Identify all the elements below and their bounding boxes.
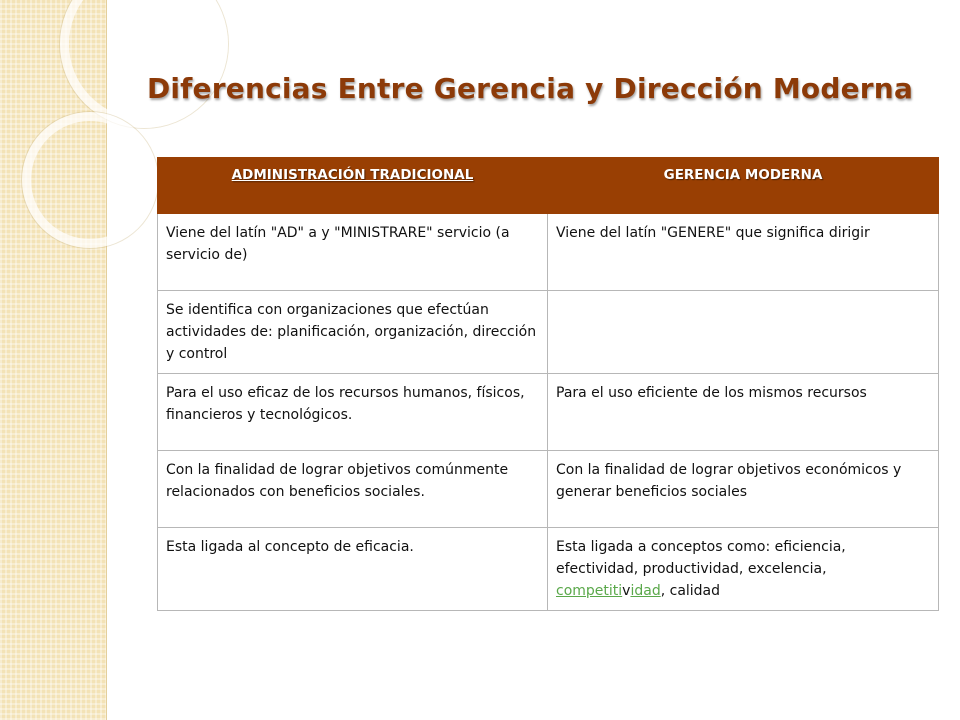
header-traditional-administration: ADMINISTRACIÓN TRADICIONAL	[158, 158, 548, 214]
header-modern-management: GERENCIA MODERNA	[548, 158, 939, 214]
cell-text: v	[622, 583, 631, 599]
table-header-row	[158, 158, 939, 214]
table-cell-with-links	[548, 528, 939, 611]
comparison-table	[157, 157, 939, 611]
table-row	[158, 528, 939, 611]
table-row	[158, 214, 939, 291]
competitividad-link-part-1[interactable]: competiti	[556, 583, 623, 599]
table-cell: Para el uso eficiente de los mismos recursos	[548, 374, 939, 451]
slide-title: Diferencias Entre Gerencia y Dirección Moderna	[146, 72, 914, 105]
table-row	[158, 291, 939, 374]
table-row	[158, 374, 939, 451]
table-cell: Esta ligada al concepto de eficacia.	[158, 528, 548, 611]
table-cell: Con la finalidad de lograr objetivos comúnmente relacionados con beneficios sociales.	[158, 451, 548, 528]
table-cell: Viene del latín "GENERE" que significa dirigir	[548, 214, 939, 291]
table-row	[158, 451, 939, 528]
table-cell: Con la finalidad de lograr objetivos económicos y generar beneficios sociales	[548, 451, 939, 528]
cell-text: Esta ligada a conceptos como: eficiencia, efectividad, productividad, excelencia,	[556, 539, 846, 577]
competitividad-link-part-2[interactable]: idad	[630, 583, 661, 599]
table-cell: Se identifica con organizaciones que efectúan actividades de: planificación, organización, dirección y control	[158, 291, 548, 374]
table-cell: Para el uso eficaz de los recursos humanos, físicos, financieros y tecnológicos.	[158, 374, 548, 451]
decorative-circle	[22, 112, 158, 248]
table-cell: Viene del latín "AD" a y "MINISTRARE" servicio (a servicio de)	[158, 214, 548, 291]
cell-text: , calidad	[660, 583, 721, 599]
table-cell-empty	[548, 291, 939, 374]
